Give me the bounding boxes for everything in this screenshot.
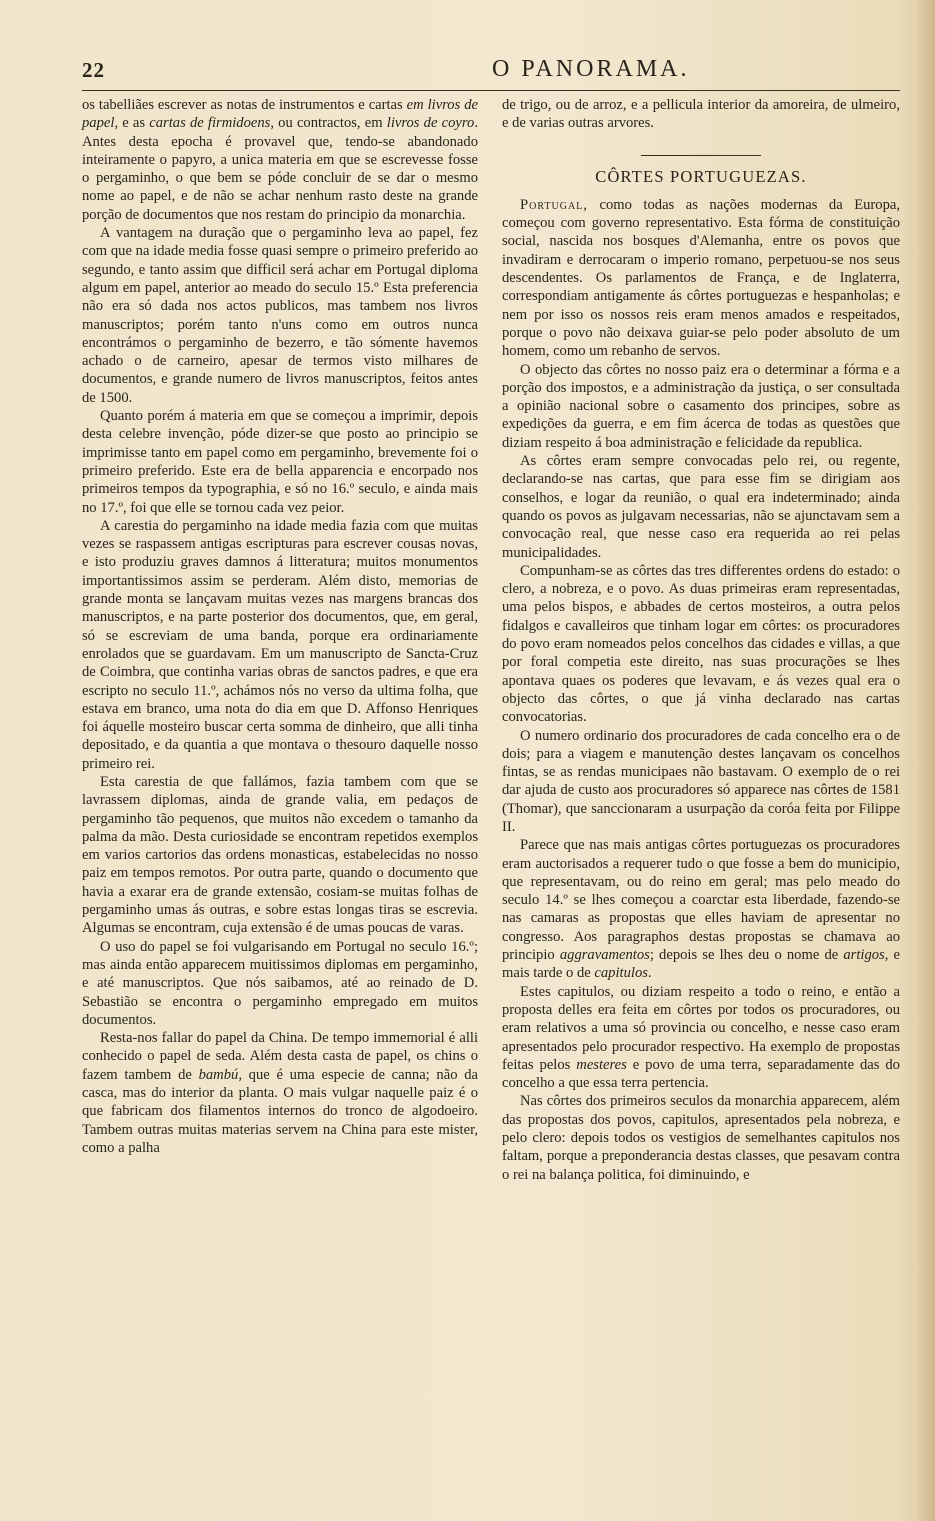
section-separator	[641, 155, 761, 156]
paragraph: Quanto porém á materia em que se começou a imprimir, depois desta celebre invenção, póde dizer-se que posto ao principio se imprimisse tanto em papel como em pergaminho, brevemente foi o primeiro preferido. Este era de bella apparencia e encorpado nos primeiros tempos da typographia, e só no 16.º seculo, e ainda mais no 17.º, foi que elle se tornou cada vez peior.	[82, 408, 478, 516]
paragraph: As côrtes eram sempre convocadas pelo rei, ou regente, declarando-se nas cartas, que para esse fim se dirigiam aos conselhos, e logar da reunião, o qual era indeterminado; ainda quando os povos as julgavam necessarias, não se ajunctavam sem a convocação real, que nesse caso era requerida ao rei pelas municipalidades.	[502, 453, 900, 561]
text-run: Estes capitulos, ou diziam respeito a todo o reino, e então a proposta delles era feita em côrtes por todos os procuradores, ou eram relativos a uma só provincia ou concelho, e nesse caso eram apresentados pelo procurador respectivo. Ha exemplo de propostas feitas pelos	[502, 983, 900, 1073]
text-run: , e mais tarde o de	[502, 947, 901, 982]
paragraph	[502, 983, 900, 1093]
paragraph	[502, 196, 900, 361]
lead-word: Portugal,	[520, 196, 588, 213]
paragraph-body: como todas as nações modernas da Europa, começou com governo representativo. Esta fórma de constituição social, nascida nos bosques d'Alemanha, entre os povos que invadiram e derrocaram o imperio romano, perpetuou-se nos seus descendentes. Os parlamentos de França, e de Inglaterra, correspondiam antigamente ás côrtes portuguezas e hespanholas; e nem por isso os nossos reis eram menos amados e respeitados, porque o povo não deixava guiar-se pelo poder absoluto de um homem, como um rebanho de servos.	[502, 196, 900, 360]
paragraph: Compunham-se as côrtes das tres differentes ordens do estado: o clero, a nobreza, e o povo. As duas primeiras eram representadas, uma pelos bispos, e abbades de certos mosteiros, a outra pelos fidalgos e cavalleiros que tinham logar em côrtes: os procuradores do povo eram nomeados pelos concelhos das cidades e villas, a que por foral competia este direito, nas suas procurações se lhes apontava quaes os poderes que levavam, e ás vezes qual era o objecto das côrtes, o que já vinha declarado nas cartas convocatorias.	[502, 562, 900, 726]
italic-run: bambú	[198, 1066, 239, 1083]
paragraph	[82, 96, 478, 224]
text-run: .	[647, 965, 652, 982]
running-title: O PANORAMA.	[492, 56, 690, 82]
paragraph: Esta carestia de que fallámos, fazia tambem com que se lavrassem diplomas, ainda de grande valia, em pedaços de pergaminho tão pequenos, que muitos não excedem o tamanho da palma da mão. Desta curiosidade se encontram repetidos exemplos em varios cartorios das ordens monasticas, estabelecidas no nosso paiz em tempos remotos. Por outra parte, quando o documento que havia a exarar era de grande extensão, cosiam-se muitas folhas de pergaminho umas ás outras, e sobre estas longas tiras se escrevia. Algumas se encontram, cuja extensão é de umas poucas de varas.	[82, 773, 478, 937]
paragraph: O objecto das côrtes no nosso paiz era o determinar a fórma e a porção dos impostos, e a administração da justiça, o ser consultada a opinião nacional sobre o casamento dos principes, sobre as expedições da guerra, e em fim ácerca de todas as questões que diziam respeito á boa administração e felicidade da republica.	[502, 361, 900, 451]
italic-run: capitulos	[594, 965, 648, 982]
paragraph: A vantagem na duração que o pergaminho leva ao papel, fez com que na idade media fosse quasi sempre o primeiro preferido ao segundo, e tanto assim que difficil será achar em Portugal diploma algum em papel, anterior ao meado do seculo 15.º Esta preferencia não era só dada nos actos publicos, mas tambem nos livros manuscriptos; porém tanto n'uns como em outros nunca encontrámos o pergaminho de bezerro, e tão sómente havemos achado o de carneiro, apesar de termos visto milhares de documentos, e grande numero de livros manuscriptos, feitos antes de 1500.	[82, 225, 478, 406]
right-column	[502, 96, 900, 1184]
paragraph: A carestia do pergaminho na idade media fazia com que muitas vezes se raspassem antigas escripturas para escrever cousas novas, e isto produziu graves damnos á litteratura; muitos monumentos importantissimos assim se perderam. Além disto, memorias de grande monta se lançavam muitas vezes nas margens brancas dos manuscriptos, e na parte posterior dos documentos, que, em geral, só se escreviam de uma banda, porque era ordinariamente enrolados que se guardavam. Em um manuscripto de Sancta-Cruz de Coimbra, que continha varias obras de sanctos padres, e que era escripto no seculo 11.º, achámos nós no verso da ultima folha, que estava em branco, uma nota do dia em que D. Affonso Henriques foi áquelle mosteiro buscar certa somma de dinheiro, que alli tinha depositado, e da quantia a que montava o thesouro daquelle nosso primeiro rei.	[82, 517, 478, 772]
paragraph: O uso do papel se foi vulgarisando em Portugal no seculo 16.º; mas ainda então apparecem muitissimos diplomas em pergaminho, e até manuscriptos. Que nós saibamos, até ao reinado de D. Sebastião se encontra o pergaminho empregado em muitos documentos.	[82, 938, 478, 1028]
text-run: , e as	[114, 115, 150, 132]
italic-run: mesteres	[576, 1056, 627, 1073]
text-run: . Antes desta epocha é provavel que, tendo-se abandonado inteiramente o papyro, a unica materia em que se escrevesse fosse o pergaminho, o que bem se póde concluir de se dar o mesmo nome ao papel, e de não se achar nenhum rasto deste na grande porção de documentos que nos restam do principio da monarchia.	[82, 115, 478, 223]
page-edge	[913, 0, 935, 1521]
paragraph: O numero ordinario dos procuradores de cada concelho era o de dois; para a viagem e manutenção destes lançavam os concelhos fintas, se as rendas municipaes não bastavam. O exemplo de o rei dar ajuda de custo aos procuradores só apparece nas côrtes de 1581 (Thomar), que sanccionaram a usurpação da coróa feita por Filippe II.	[502, 727, 900, 835]
left-column	[82, 96, 478, 1157]
page-number: 22	[82, 58, 105, 82]
header-rule	[82, 90, 900, 91]
text-run: os tabelliães escrever as notas de instrumentos e cartas	[82, 97, 407, 113]
text-run: , que é uma especie de canna; não da casca, mas do interior da planta. O mais vulgar naquelle paiz é o que fabricam dos filamentos internos do tronco de algodoeiro. Tambem outras muitas materias servem na China para este mister, como a palha	[82, 1066, 478, 1156]
text-run: Parece que nas mais antigas côrtes portuguezas os procuradores eram auctorisados a requerer tudo o que fosse a bem do municipio, que representavam, ou do reino em geral; mas pelo meado do seculo 14.º se lhes começou a coarctar esta liberdade, fazendo-se nas camaras as propostas que elles haviam de apresentar no congresso. Aos paragraphos destas propostas se chamava ao principio	[502, 837, 900, 964]
text-run: Resta-nos fallar do papel da China. De tempo immemorial é alli conhecido o papel de seda. Além desta casta de papel, os chins o fazem tambem de	[82, 1030, 478, 1083]
paragraph	[502, 836, 900, 982]
paragraph: Nas côrtes dos primeiros seculos da monarchia apparecem, além das propostas dos povos, capitulos, apresentados pela nobreza, e pelo clero: depois todos os vestigios de semelhantes capitulos nos faltam, porque a preponderancia destas classes, que pesavam contra o rei na balança politica, foi diminuindo, e	[502, 1093, 900, 1183]
text-run: e povo de uma terra, separadamente das do concelho a que essa terra pertencia.	[502, 1056, 900, 1092]
italic-run: artigos	[843, 947, 885, 964]
section-title: CÔRTES PORTUGUEZAS.	[595, 166, 807, 186]
text-run: ; depois se lhes deu o nome de	[649, 947, 844, 964]
text-run: , ou contractos, em	[270, 115, 387, 132]
paragraph	[82, 1029, 478, 1157]
paragraph-continuation: de trigo, ou de arroz, e a pellicula interior da amoreira, de ulmeiro, e de varias outras arvores.	[502, 97, 900, 132]
italic-run: aggravamentos	[559, 947, 650, 964]
page-header	[82, 58, 902, 88]
italic-run: livros de coyro	[386, 115, 475, 132]
italic-run: cartas de firmidoens	[149, 115, 271, 132]
italic-run: em livros de papel	[82, 97, 478, 132]
